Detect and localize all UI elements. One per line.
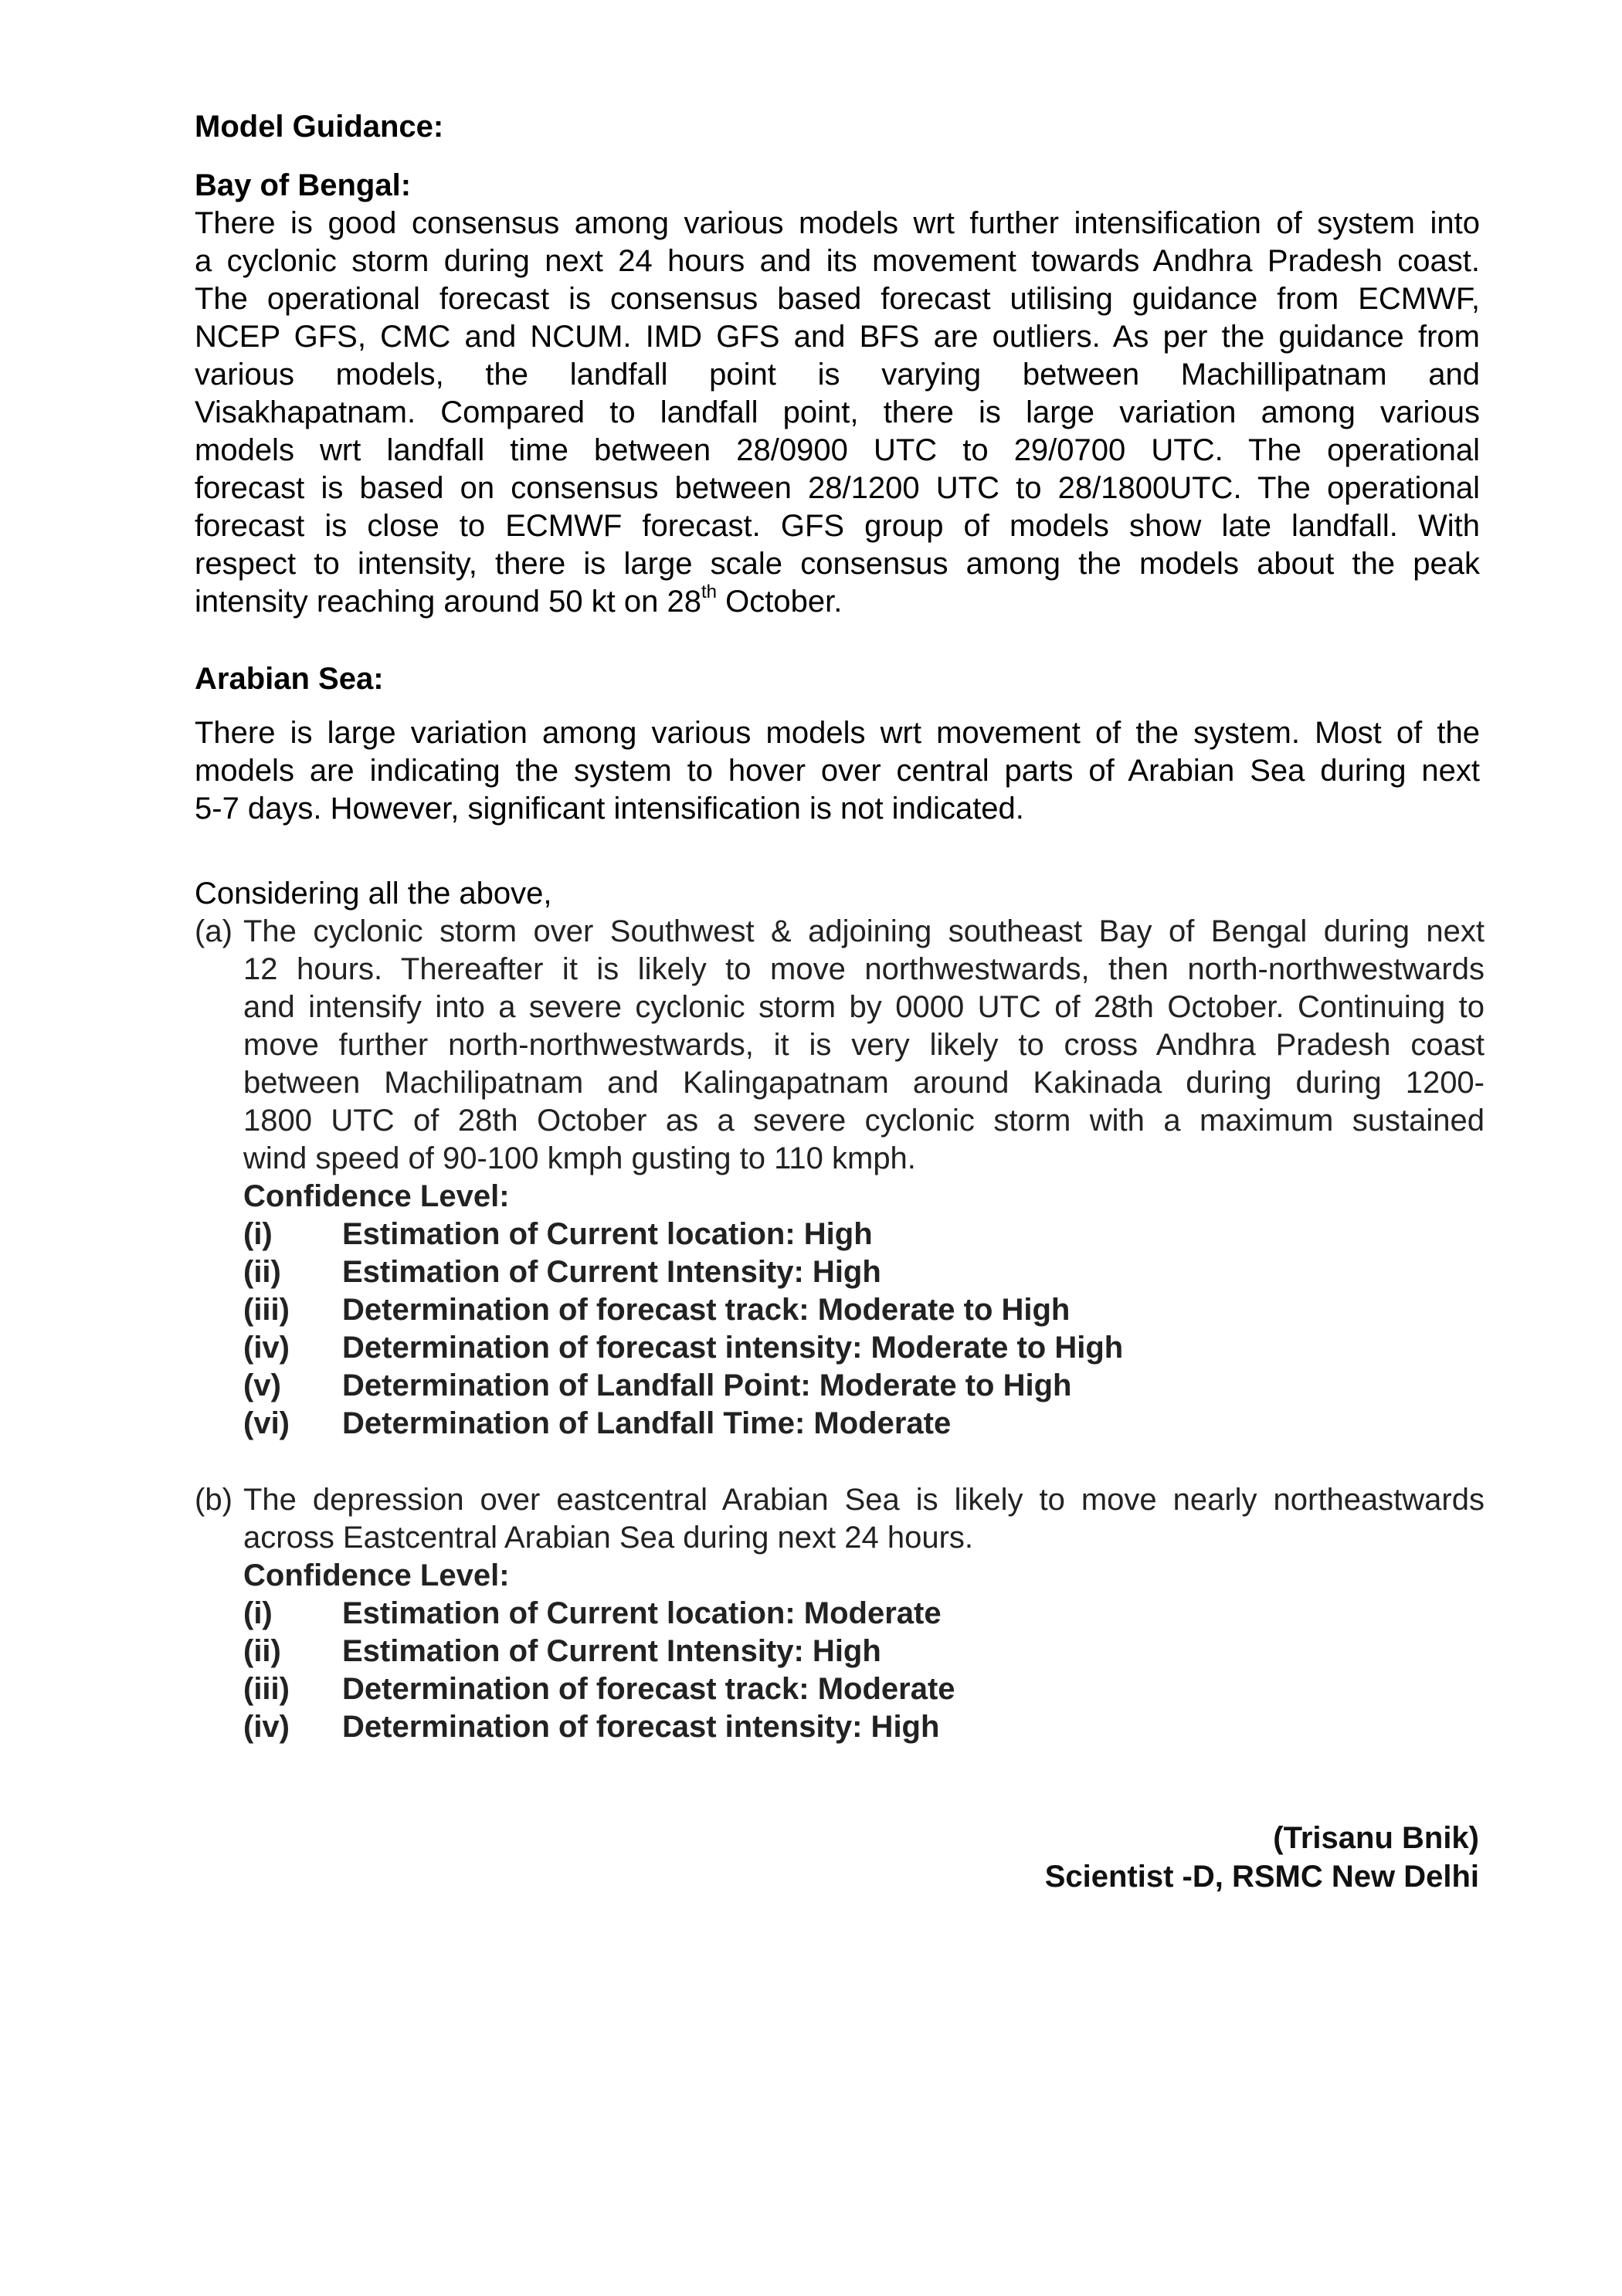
roman-numeral: (iv) [243, 1331, 290, 1365]
paragraph-line: NCEP GFS, CMC and NCUM. IMD GFS and BFS are outliers. As per the guidance from [195, 320, 1480, 354]
roman-numeral: (iii) [243, 1672, 290, 1706]
confidence-text: Determination of forecast track: Moderate to High [342, 1293, 1071, 1327]
forecast-item-b [195, 1481, 1485, 1746]
confidence-row [243, 1291, 1485, 1329]
roman-numeral: (v) [243, 1368, 281, 1402]
paragraph-line: respect to intensity, there is large scale consensus among the models about the peak [195, 547, 1480, 581]
confidence-row [243, 1367, 1485, 1405]
roman-numeral: (ii) [243, 1634, 281, 1668]
confidence-row [243, 1633, 1485, 1670]
bay-of-bengal-paragraph [195, 205, 1480, 621]
roman-numeral: (iv) [243, 1710, 290, 1744]
item-line: The cyclonic storm over Southwest & adjoining southeast Bay of Bengal during next [243, 914, 1485, 948]
item-marker: (b) [195, 1483, 232, 1517]
paragraph-line: There is good consensus among various models wrt further intensification of system into [195, 206, 1480, 240]
confidence-text: Determination of Landfall Point: Moderate to High [342, 1368, 1072, 1402]
item-marker: (a) [195, 914, 232, 948]
signature-block [1045, 1819, 1479, 1896]
paragraph-line: forecast is based on consensus between 28/1200 UTC to 28/1800UTC. The operational [195, 471, 1480, 505]
confidence-text: Estimation of Current location: High [342, 1217, 873, 1251]
arabian-sea-title: Arabian Sea: [195, 662, 384, 696]
model-guidance-heading: Model Guidance: [195, 110, 444, 144]
confidence-text: Estimation of Current Intensity: High [342, 1634, 881, 1668]
paragraph-line: forecast is close to ECMWF forecast. GFS group of models show late landfall. With [195, 509, 1480, 543]
confidence-text: Estimation of Current location: Moderate [342, 1596, 942, 1630]
text: intensity reaching around 50 kt on 28 [195, 585, 701, 619]
paragraph-line: There is large variation among various models wrt movement of the system. Most of the [195, 716, 1480, 750]
confidence-row [243, 1595, 1485, 1633]
confidence-level-title: Confidence Level: [243, 1179, 510, 1213]
confidence-row [243, 1670, 1485, 1708]
confidence-text: Determination of forecast intensity: Moderate to High [342, 1331, 1124, 1365]
paragraph-line: models are indicating the system to hover over central parts of Arabian Sea during next [195, 754, 1480, 788]
signatory-designation: Scientist -D, RSMC New Delhi [1044, 1860, 1479, 1894]
confidence-row [243, 1253, 1485, 1291]
confidence-row [243, 1405, 1485, 1443]
paragraph-line: Visakhapatnam. Compared to landfall point, there is large variation among various [195, 395, 1480, 429]
item-line: between Machilipatnam and Kalingapatnam around Kakinada during during 1200- [243, 1066, 1485, 1100]
confidence-text: Determination of forecast track: Moderate [342, 1672, 955, 1706]
paragraph-line: a cyclonic storm during next 24 hours and its movement towards Andhra Pradesh coast. [195, 244, 1480, 278]
paragraph-last-line [195, 583, 1480, 621]
signatory-name: (Trisanu Bnik) [1273, 1821, 1479, 1855]
confidence-text: Estimation of Current Intensity: High [342, 1255, 881, 1289]
confidence-row [243, 1216, 1485, 1253]
paragraph-line: various models, the landfall point is varying between Machillipatnam and [195, 358, 1480, 392]
confidence-row [243, 1708, 1485, 1746]
item-line: 12 hours. Thereafter it is likely to move northwestwards, then north-northwestwards [243, 952, 1485, 986]
roman-numeral: (i) [243, 1217, 273, 1251]
item-line: wind speed of 90-100 kmph gusting to 110 kmph. [243, 1141, 916, 1175]
confidence-row [243, 1329, 1485, 1367]
bay-of-bengal-title: Bay of Bengal: [195, 168, 412, 202]
item-line: across Eastcentral Arabian Sea during next 24 hours. [243, 1521, 973, 1555]
text: October. [717, 585, 843, 619]
item-line: The depression over eastcentral Arabian Sea is likely to move nearly northeastwards [243, 1483, 1485, 1517]
item-line: and intensify into a severe cyclonic storm by 0000 UTC of 28th October. Continuing to [243, 990, 1485, 1024]
forecast-item-a [195, 913, 1485, 1443]
ordinal-suffix: th [701, 583, 718, 602]
item-line: 1800 UTC of 28th October as a severe cyclonic storm with a maximum sustained [243, 1104, 1485, 1138]
paragraph-line: models wrt landfall time between 28/0900 UTC to 29/0700 UTC. The operational [195, 433, 1480, 467]
paragraph-line: 5-7 days. However, significant intensification is not indicated. [195, 792, 1024, 826]
item-line: move further north-northwestwards, it is very likely to cross Andhra Pradesh coast [243, 1028, 1485, 1062]
paragraph-line: The operational forecast is consensus based forecast utilising guidance from ECMWF, [195, 282, 1480, 316]
roman-numeral: (iii) [243, 1293, 290, 1327]
considering-text: Considering all the above, [195, 877, 552, 911]
roman-numeral: (i) [243, 1596, 273, 1630]
arabian-sea-paragraph [195, 714, 1480, 828]
confidence-text: Determination of Landfall Time: Moderate [342, 1406, 952, 1440]
roman-numeral: (vi) [243, 1406, 290, 1440]
confidence-level-title: Confidence Level: [243, 1558, 510, 1592]
roman-numeral: (ii) [243, 1255, 281, 1289]
confidence-text: Determination of forecast intensity: High [342, 1710, 940, 1744]
